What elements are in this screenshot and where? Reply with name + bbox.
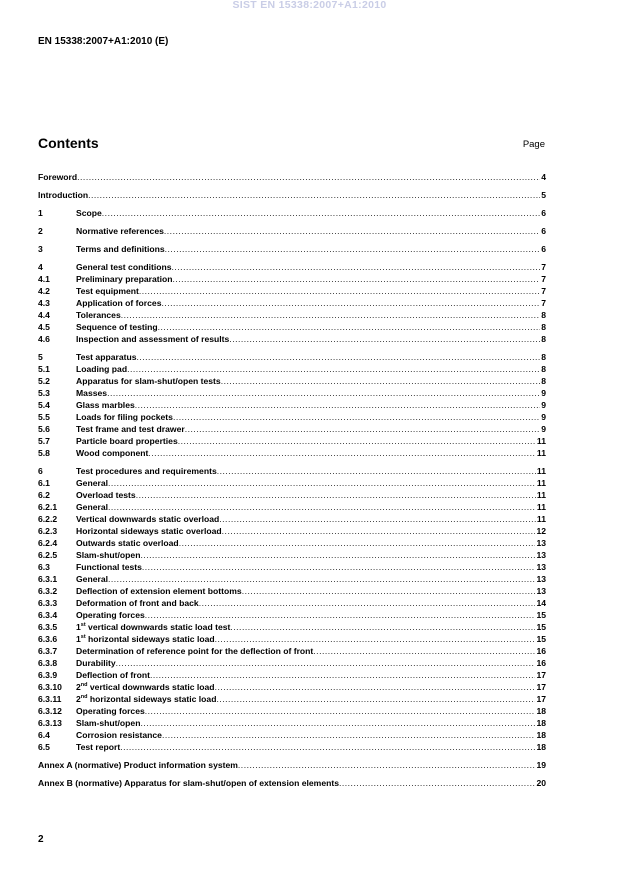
- toc-entry[interactable]: [38, 422, 546, 434]
- toc-entry-title: Slam-shut/open: [76, 718, 141, 728]
- toc-entry-page: 4: [541, 172, 546, 182]
- toc-entry-page: 11: [536, 490, 546, 500]
- toc-entry[interactable]: [38, 632, 546, 644]
- toc-entry-number: 5.3: [38, 388, 50, 398]
- toc-entry-page: 13: [536, 586, 546, 596]
- toc-entry-page: 17: [536, 670, 546, 680]
- toc-entry[interactable]: [38, 350, 546, 362]
- dot-leader: [136, 490, 536, 500]
- toc-entry-title: Terms and definitions: [76, 244, 165, 254]
- dot-leader: [179, 538, 536, 548]
- toc-entry-title: Tolerances: [76, 310, 121, 320]
- dot-leader: [216, 694, 535, 704]
- dot-leader: [199, 598, 536, 608]
- toc-entry[interactable]: [38, 398, 546, 410]
- toc-entry[interactable]: [38, 410, 546, 422]
- toc-entry-page: 8: [541, 352, 546, 362]
- toc-entry-number: 6.3.7: [38, 646, 58, 656]
- toc-entry-title: Annex A (normative) Product information system: [38, 760, 238, 770]
- dot-leader: [108, 574, 535, 584]
- toc-entry-title: Operating forces: [76, 706, 145, 716]
- dot-leader: [161, 298, 540, 308]
- toc-entry-title: Sequence of testing: [76, 322, 158, 332]
- toc-entry-number: 6.1: [38, 478, 50, 488]
- toc-entry-page: 16: [536, 658, 546, 668]
- toc-entry[interactable]: [38, 704, 546, 716]
- dot-leader: [221, 376, 541, 386]
- toc-entry-number: 4.3: [38, 298, 50, 308]
- toc-entry-number: 6.2.2: [38, 514, 58, 524]
- toc-entry-number: 4: [38, 262, 43, 272]
- toc-entry-title: Annex B (normative) Apparatus for slam-shut/open of extension elements: [38, 778, 339, 788]
- toc-entry[interactable]: [38, 584, 546, 596]
- toc-entry-title: General: [76, 478, 109, 488]
- dot-leader: [140, 718, 535, 728]
- toc-entry-page: 9: [541, 400, 546, 410]
- toc-entry-page: 6: [541, 226, 546, 236]
- toc-entry-page: 20: [536, 778, 546, 788]
- toc-entry-title: Loading pad: [76, 364, 128, 374]
- toc-entry-number: 6.3.11: [38, 694, 62, 704]
- dot-leader: [242, 586, 536, 596]
- toc-entry-page: 8: [541, 310, 546, 320]
- toc-entry-title: Introduction: [38, 190, 89, 200]
- toc-entry-number: 6.3.6: [38, 634, 58, 644]
- toc-entry[interactable]: [38, 170, 546, 182]
- dot-leader: [229, 334, 540, 344]
- toc-entry-title: Scope: [76, 208, 102, 218]
- dot-leader: [77, 172, 540, 182]
- toc-entry[interactable]: [38, 500, 546, 512]
- toc-entry-page: 19: [536, 760, 546, 770]
- dot-leader: [172, 274, 540, 284]
- toc-entry-number: 6.3.3: [38, 598, 58, 608]
- dot-leader: [88, 190, 540, 200]
- toc-entry-number: 6.5: [38, 742, 50, 752]
- dot-leader: [107, 388, 540, 398]
- toc-entry-page: 11: [536, 448, 546, 458]
- toc-entry[interactable]: [38, 656, 546, 668]
- toc-entry-page: 15: [536, 622, 546, 632]
- toc-entry-page: 7: [541, 286, 546, 296]
- toc-entry-number: 5.6: [38, 424, 50, 434]
- toc-entry-number: 6.3.4: [38, 610, 58, 620]
- toc-entry-title: Test frame and test drawer: [76, 424, 185, 434]
- toc-entry[interactable]: [38, 776, 546, 788]
- dot-leader: [140, 550, 535, 560]
- toc-entry-page: 18: [536, 718, 546, 728]
- toc-entry[interactable]: [38, 272, 546, 284]
- toc-entry-page: 11: [536, 466, 546, 476]
- ordinal-suffix: st: [80, 622, 86, 628]
- toc-entry-page: 9: [541, 424, 546, 434]
- toc-entry-page: 17: [536, 682, 546, 692]
- dot-leader: [215, 682, 536, 692]
- toc-entry-number: 6.3: [38, 562, 50, 572]
- page-column-label: Page: [522, 139, 545, 150]
- dot-leader: [162, 730, 535, 740]
- toc-entry[interactable]: [38, 224, 546, 236]
- dot-leader: [135, 400, 540, 410]
- toc-entry[interactable]: [38, 362, 546, 374]
- toc-entry-title: Deflection of extension element bottoms: [76, 586, 242, 596]
- toc-entry-title: 2nd horizontal sideways static load: [76, 694, 217, 704]
- toc-entry-title: Functional tests: [76, 562, 142, 572]
- toc-entry-number: 3: [38, 244, 43, 254]
- dot-leader: [313, 646, 535, 656]
- toc-entry-number: 6.3.10: [38, 682, 62, 692]
- toc-entry[interactable]: [38, 560, 546, 572]
- toc-entry-page: 8: [541, 364, 546, 374]
- dot-leader: [108, 478, 536, 488]
- toc-entry-title: Overload tests: [76, 490, 136, 500]
- page-title: Contents: [38, 135, 99, 151]
- toc-entry-number: 6.3.1: [38, 574, 58, 584]
- toc-entry-title: Corrosion resistance: [76, 730, 162, 740]
- toc-entry-number: 4.4: [38, 310, 50, 320]
- toc-entry-page: 7: [541, 298, 546, 308]
- toc-entry[interactable]: [38, 536, 546, 548]
- dot-leader: [158, 322, 541, 332]
- toc-entry-title: Inspection and assessment of results: [76, 334, 230, 344]
- toc-entry-title: Test report: [76, 742, 121, 752]
- toc-entry[interactable]: [38, 548, 546, 560]
- toc-entry[interactable]: [38, 608, 546, 620]
- toc-entry[interactable]: [38, 668, 546, 680]
- toc-entry-number: 5.8: [38, 448, 50, 458]
- dot-leader: [148, 448, 536, 458]
- toc-entry[interactable]: [38, 728, 546, 740]
- toc-entry-title: Determination of reference point for the deflection of front: [76, 646, 314, 656]
- document-id-header: EN 15338:2007+A1:2010 (E): [38, 36, 169, 47]
- toc-entry-number: 2: [38, 226, 43, 236]
- toc-entry-title: Outwards static overload: [76, 538, 179, 548]
- toc-entry-number: 6: [38, 466, 43, 476]
- toc-entry-number: 4.6: [38, 334, 50, 344]
- toc-entry-page: 6: [541, 208, 546, 218]
- toc-entry-title: Test equipment: [76, 286, 139, 296]
- toc-entry[interactable]: [38, 188, 546, 200]
- toc-entry[interactable]: [38, 296, 546, 308]
- dot-leader: [139, 286, 540, 296]
- dot-leader: [217, 466, 536, 476]
- toc-entry[interactable]: [38, 644, 546, 656]
- toc-entry-page: 13: [536, 538, 546, 548]
- toc-entry-number: 4.2: [38, 286, 50, 296]
- toc-entry-title: Wood component: [76, 448, 149, 458]
- ordinal-suffix: st: [80, 634, 86, 640]
- toc-entry-number: 6.2.3: [38, 526, 58, 536]
- toc-entry[interactable]: [38, 242, 546, 254]
- dot-leader: [164, 226, 540, 236]
- ordinal-suffix: nd: [80, 682, 88, 688]
- toc-entry-page: 11: [536, 502, 546, 512]
- dot-leader: [142, 562, 536, 572]
- toc-entry-page: 18: [536, 730, 546, 740]
- toc-entry-number: 1: [38, 208, 43, 218]
- toc-entry[interactable]: [38, 308, 546, 320]
- toc-entry-page: 13: [536, 574, 546, 584]
- toc-entry-page: 9: [541, 412, 546, 422]
- toc-entry-title: General test conditions: [76, 262, 172, 272]
- toc-entry[interactable]: [38, 260, 546, 272]
- toc-entry[interactable]: [38, 680, 546, 692]
- dot-leader: [121, 310, 540, 320]
- toc-entry[interactable]: [38, 740, 546, 752]
- toc-entry-page: 5: [541, 190, 546, 200]
- toc-entry[interactable]: [38, 596, 546, 608]
- toc-entry-page: 16: [536, 646, 546, 656]
- toc-entry-title: Application of forces: [76, 298, 162, 308]
- toc-entry[interactable]: [38, 332, 546, 344]
- toc-entry-title: Deformation of front and back: [76, 598, 199, 608]
- toc-entry-page: 18: [536, 742, 546, 752]
- toc-entry-number: 5.2: [38, 376, 50, 386]
- toc-entry-page: 18: [536, 706, 546, 716]
- toc-entry-number: 6.3.2: [38, 586, 58, 596]
- toc-entry[interactable]: [38, 524, 546, 536]
- table-of-contents: [38, 170, 546, 788]
- toc-entry-number: 6.2.5: [38, 550, 58, 560]
- toc-entry-page: 7: [541, 274, 546, 284]
- toc-entry[interactable]: [38, 374, 546, 386]
- dot-leader: [219, 514, 536, 524]
- dot-leader: [215, 634, 536, 644]
- toc-entry-title: 1st vertical downwards static load test: [76, 622, 231, 632]
- toc-entry[interactable]: [38, 716, 546, 728]
- toc-entry-page: 13: [536, 562, 546, 572]
- toc-entry-number: 5.4: [38, 400, 50, 410]
- toc-entry-page: 11: [536, 478, 546, 488]
- toc-entry-number: 6.2.1: [38, 502, 58, 512]
- dot-leader: [178, 436, 536, 446]
- toc-entry-number: 6.3.12: [38, 706, 62, 716]
- toc-entry-title: Masses: [76, 388, 108, 398]
- toc-entry-number: 6.3.8: [38, 658, 58, 668]
- dot-leader: [238, 760, 536, 770]
- toc-entry-title: Test apparatus: [76, 352, 137, 362]
- toc-entry-title: Vertical downwards static overload: [76, 514, 220, 524]
- toc-entry[interactable]: [38, 386, 546, 398]
- toc-entry-number: 6.3.5: [38, 622, 58, 632]
- toc-entry-number: 6.2: [38, 490, 50, 500]
- toc-entry-title: Loads for filing pockets: [76, 412, 173, 422]
- toc-entry-title: Durability: [76, 658, 116, 668]
- dot-leader: [108, 502, 536, 512]
- toc-entry-title: Glass marbles: [76, 400, 135, 410]
- dot-leader: [185, 424, 540, 434]
- toc-entry-title: Foreword: [38, 172, 78, 182]
- dot-leader: [102, 208, 540, 218]
- dot-leader: [145, 706, 536, 716]
- toc-entry[interactable]: [38, 284, 546, 296]
- toc-entry-page: 6: [541, 244, 546, 254]
- toc-entry-title: Horizontal sideways static overload: [76, 526, 222, 536]
- dot-leader: [165, 244, 541, 254]
- toc-entry-title: Preliminary preparation: [76, 274, 173, 284]
- toc-entry-page: 14: [536, 598, 546, 608]
- dot-leader: [339, 778, 535, 788]
- toc-entry-number: 6.4: [38, 730, 50, 740]
- toc-entry-page: 11: [536, 436, 546, 446]
- toc-entry-page: 11: [536, 514, 546, 524]
- toc-entry-title: Particle board properties: [76, 436, 178, 446]
- toc-entry[interactable]: [38, 446, 546, 458]
- dot-leader: [120, 742, 535, 752]
- toc-entry-page: 12: [536, 526, 546, 536]
- toc-entry-page: 8: [541, 322, 546, 332]
- toc-entry-title: 2nd vertical downwards static load: [76, 682, 215, 692]
- toc-entry-title: Slam-shut/open: [76, 550, 141, 560]
- dot-leader: [137, 352, 541, 362]
- toc-entry-page: 15: [536, 634, 546, 644]
- toc-entry-number: 5: [38, 352, 43, 362]
- toc-entry-page: 17: [536, 694, 546, 704]
- toc-entry-title: General: [76, 502, 109, 512]
- dot-leader: [116, 658, 536, 668]
- watermark: SIST EN 15338:2007+A1:2010: [232, 0, 387, 11]
- toc-entry-number: 5.5: [38, 412, 50, 422]
- toc-entry-page: 7: [541, 262, 546, 272]
- dot-leader: [145, 610, 536, 620]
- toc-entry-title: Deflection of front: [76, 670, 150, 680]
- dot-leader: [150, 670, 535, 680]
- dot-leader: [173, 412, 540, 422]
- toc-entry[interactable]: [38, 512, 546, 524]
- toc-entry-title: Normative references: [76, 226, 164, 236]
- dot-leader: [222, 526, 536, 536]
- toc-entry-page: 8: [541, 334, 546, 344]
- toc-entry-page: 8: [541, 376, 546, 386]
- toc-entry[interactable]: [38, 758, 546, 770]
- ordinal-suffix: nd: [80, 694, 88, 700]
- toc-entry[interactable]: [38, 434, 546, 446]
- toc-entry-number: 6.3.13: [38, 718, 62, 728]
- toc-entry-page: 13: [536, 550, 546, 560]
- toc-entry-number: 4.5: [38, 322, 50, 332]
- dot-leader: [127, 364, 540, 374]
- toc-entry-title: Apparatus for slam-shut/open tests: [76, 376, 221, 386]
- toc-entry-title: Operating forces: [76, 610, 145, 620]
- toc-entry-number: 5.7: [38, 436, 50, 446]
- dot-leader: [172, 262, 541, 272]
- toc-entry-number: 6.3.9: [38, 670, 58, 680]
- toc-entry[interactable]: [38, 620, 546, 632]
- toc-entry[interactable]: [38, 572, 546, 584]
- toc-entry[interactable]: [38, 206, 546, 218]
- toc-entry[interactable]: [38, 320, 546, 332]
- dot-leader: [230, 622, 535, 632]
- toc-entry[interactable]: [38, 488, 546, 500]
- toc-entry[interactable]: [38, 476, 546, 488]
- toc-entry-number: 4.1: [38, 274, 50, 284]
- toc-entry[interactable]: [38, 464, 546, 476]
- toc-entry-number: 5.1: [38, 364, 50, 374]
- toc-entry-title: General: [76, 574, 109, 584]
- toc-entry[interactable]: [38, 692, 546, 704]
- page-number: 2: [38, 834, 44, 845]
- toc-entry-page: 15: [536, 610, 546, 620]
- toc-entry-page: 9: [541, 388, 546, 398]
- toc-entry-title: 1st horizontal sideways static load: [76, 634, 215, 644]
- toc-entry-number: 6.2.4: [38, 538, 58, 548]
- toc-entry-title: Test procedures and requirements: [76, 466, 217, 476]
